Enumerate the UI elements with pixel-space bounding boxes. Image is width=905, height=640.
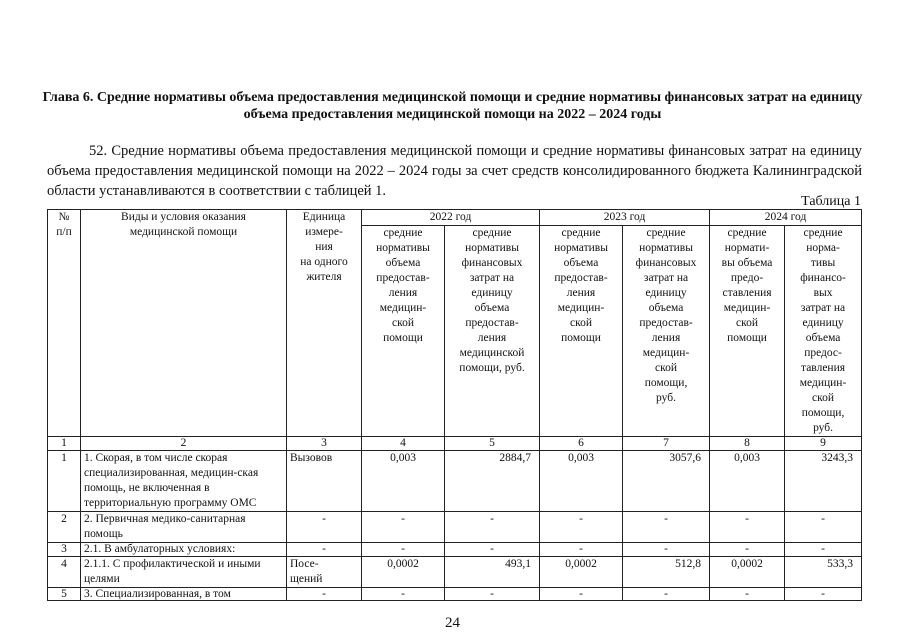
row-vol-2024: -: [710, 588, 785, 601]
row-vol-2022: 0,003: [362, 451, 445, 512]
header-fin-2024: средние норма- тивы финансо- вых затрат на единицу объема предос- тавления медицин- ской помощи, руб.: [785, 226, 862, 437]
row-vol-2022: -: [362, 588, 445, 601]
row-num: 5: [48, 588, 81, 601]
row-vol-2024: 0,003: [710, 451, 785, 512]
header-vol-2023: средние нормативы объема предостав- ления медицин- ской помощи: [540, 226, 623, 437]
row-fin-2024: 533,3: [785, 557, 862, 588]
table-caption: Таблица 1: [801, 194, 861, 209]
header-year-2022: 2022 год: [362, 210, 540, 226]
row-fin-2023: -: [623, 512, 710, 543]
row-fin-2022: -: [445, 543, 540, 557]
row-vol-2023: -: [540, 512, 623, 543]
header-fin-2022: средние нормативы финансовых затрат на единицу объема предостав- ления медицинской помощи, руб.: [445, 226, 540, 437]
row-fin-2023: -: [623, 588, 710, 601]
row-num: 4: [48, 557, 81, 588]
table-header-row: [48, 210, 862, 226]
table-row: [48, 557, 862, 588]
row-fin-2023: -: [623, 543, 710, 557]
row-vol-2022: 0,0002: [362, 557, 445, 588]
row-fin-2023: 3057,6: [623, 451, 710, 512]
row-name: 3. Специализированная, в том: [81, 588, 287, 601]
header-num: № п/п: [48, 210, 81, 437]
row-fin-2022: -: [445, 512, 540, 543]
row-vol-2023: 0,0002: [540, 557, 623, 588]
header-unit: Единица измере- ния на одного жителя: [287, 210, 362, 437]
header-year-2023: 2023 год: [540, 210, 710, 226]
header-vol-2022: средние нормативы объема предостав- ления медицин- ской помощи: [362, 226, 445, 437]
row-name: 1. Скорая, в том числе скорая специализированная, медицин-ская помощь, не включенная в территориальную программу ОМС: [81, 451, 287, 512]
table-row: [48, 543, 862, 557]
row-vol-2024: 0,0002: [710, 557, 785, 588]
row-fin-2022: 493,1: [445, 557, 540, 588]
column-number: 7: [623, 437, 710, 451]
header-year-2024: 2024 год: [710, 210, 862, 226]
row-num: 1: [48, 451, 81, 512]
row-fin-2024: 3243,3: [785, 451, 862, 512]
header-vol-2024: средние нормати- вы объема предо- ставления медицин- ской помощи: [710, 226, 785, 437]
row-vol-2023: -: [540, 543, 623, 557]
row-vol-2023: -: [540, 588, 623, 601]
row-fin-2024: -: [785, 543, 862, 557]
column-number-row: [48, 437, 862, 451]
column-number: 3: [287, 437, 362, 451]
row-unit: -: [287, 588, 362, 601]
chapter-title: Глава 6. Средние нормативы объема предоставления медицинской помощи и средние нормативы финансовых затрат на единицу объема предоставления медицинской помощи на 2022 – 2024 годы: [42, 90, 863, 122]
header-fin-2023: средние нормативы финансовых затрат на единицу объема предостав- ления медицин- ской помощи, руб.: [623, 226, 710, 437]
table-row: [48, 512, 862, 543]
column-number: 1: [48, 437, 81, 451]
column-number: 9: [785, 437, 862, 451]
header-types: Виды и условия оказания медицинской помощи: [81, 210, 287, 437]
row-fin-2022: -: [445, 588, 540, 601]
row-vol-2022: -: [362, 512, 445, 543]
body-paragraph: 52. Средние нормативы объема предоставления медицинской помощи и средние нормативы финансовых затрат на единицу объема предоставления медицинской помощи на 2022 – 2024 годы за счет средств консолидированного бюджета Калининградской области устанавливаются в соответствии с таблицей 1.: [47, 143, 862, 199]
row-fin-2022: 2884,7: [445, 451, 540, 512]
column-number: 8: [710, 437, 785, 451]
row-num: 2: [48, 512, 81, 543]
table-row: [48, 451, 862, 512]
column-number: 5: [445, 437, 540, 451]
row-vol-2024: -: [710, 512, 785, 543]
row-fin-2023: 512,8: [623, 557, 710, 588]
row-vol-2024: -: [710, 543, 785, 557]
row-vol-2022: -: [362, 543, 445, 557]
row-unit: Вызовов: [287, 451, 362, 512]
column-number: 2: [81, 437, 287, 451]
standards-table: [47, 209, 862, 601]
row-vol-2023: 0,003: [540, 451, 623, 512]
row-name: 2.1.1. С профилактической и иными целями: [81, 557, 287, 588]
row-unit: -: [287, 512, 362, 543]
table-row: [48, 588, 862, 601]
page-number: 24: [445, 615, 460, 631]
column-number: 6: [540, 437, 623, 451]
column-number: 4: [362, 437, 445, 451]
row-fin-2024: -: [785, 588, 862, 601]
row-name: 2. Первичная медико-санитарная помощь: [81, 512, 287, 543]
row-unit: -: [287, 543, 362, 557]
row-unit: Посе- щений: [287, 557, 362, 588]
row-fin-2024: -: [785, 512, 862, 543]
row-name: 2.1. В амбулаторных условиях:: [81, 543, 287, 557]
row-num: 3: [48, 543, 81, 557]
